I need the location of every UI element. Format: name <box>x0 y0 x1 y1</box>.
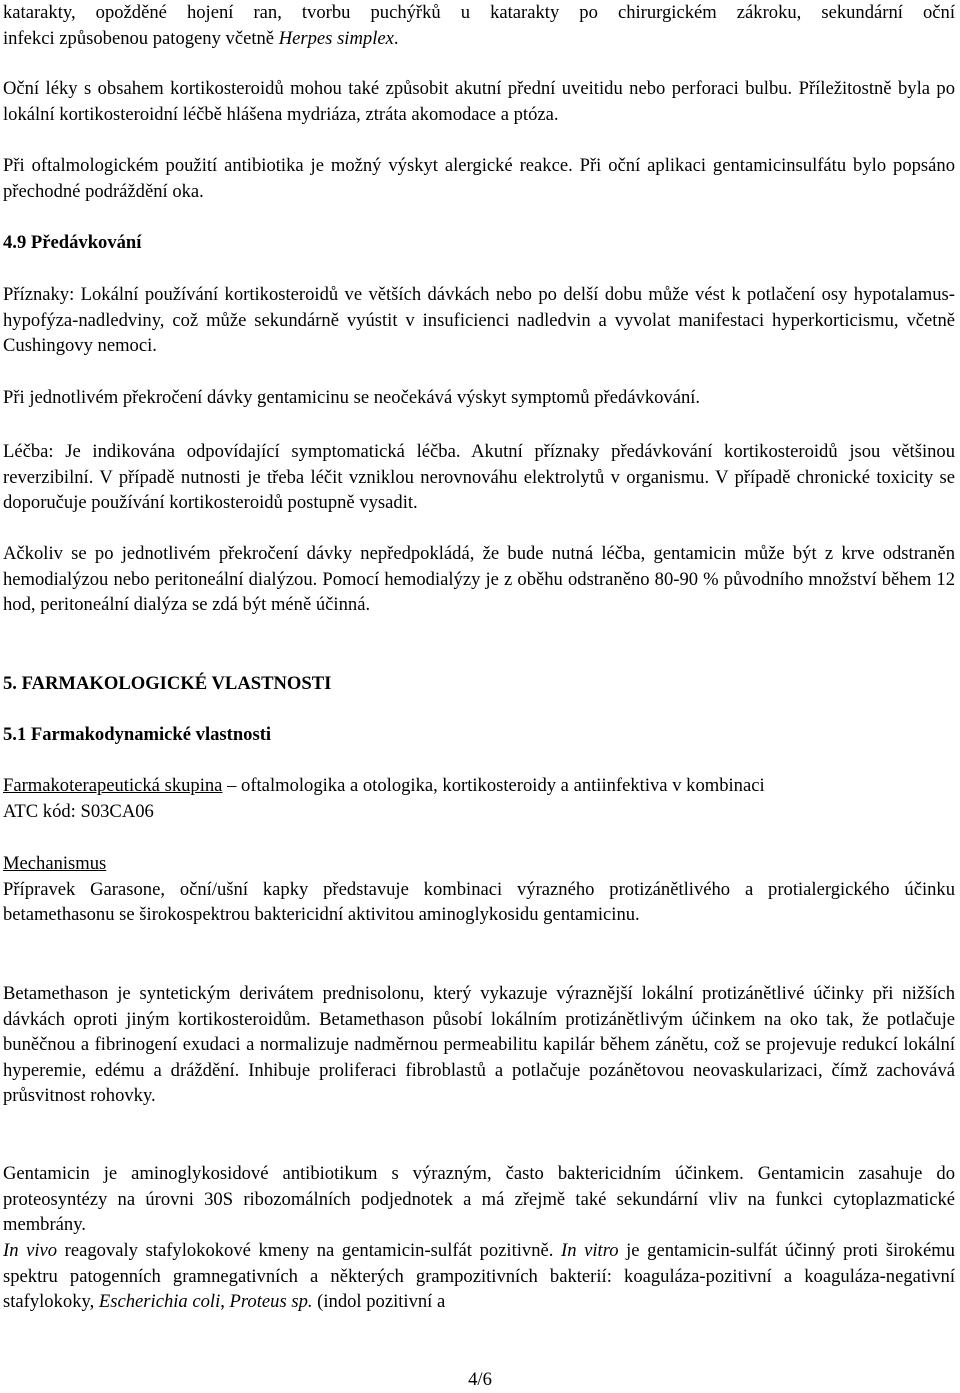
page-number: 4/6 <box>468 1369 492 1390</box>
paragraph-text: Betamethason je syntetickým derivátem prednisolonu, který vykazuje výraznější lokální protizánětlivé účinky při nižších dávkách oproti jiným kortikosteroidům. Betamethason působí lokálním protizánětlivým účinkem na oko tak, že potlačuje buněčnou a fibrinogení exudaci a normalizuje nadměrnou permeabilitu kapilár během zánětu, což se projevuje redukcí lokální hyperemie, edému a dráždění. Inhibuje proliferaci fibroblastů a potlačuje pozánětovou neovaskularizaci, čímž zachovává průsvitnost rohovky. <box>3 983 955 1106</box>
section-heading-pharmacodynamic <box>3 722 955 748</box>
paragraph-text: Oční léky s obsahem kortikosteroidů mohou také způsobit akutní přední uveitidu nebo perforaci bulbu. Příležitostně byla po lokální kortikosteroidní léčbě hlášena mydriáza, ztráta akomodace a ptóza. <box>3 78 955 125</box>
italic-text: Proteus sp. <box>229 1291 313 1312</box>
paragraph-dialysis <box>3 541 955 618</box>
italic-text: In vivo <box>3 1240 58 1261</box>
text: reagovaly stafylokokové kmeny na gentamicin-sulfát pozitivně. <box>57 1240 562 1261</box>
underlined-label: Farmakoterapeutická skupina <box>3 775 223 796</box>
heading-text: 5. FARMAKOLOGICKÉ VLASTNOSTI <box>3 673 332 694</box>
italic-text: In vitro <box>561 1240 619 1261</box>
paragraph-treatment <box>3 439 955 516</box>
underlined-label: Mechanismus <box>3 853 107 874</box>
paragraph-allergic-reaction <box>3 153 955 204</box>
paragraph-text: Příznaky: Lokální používání kortikosteroidů ve větších dávkách nebo po delší dobu může vést k potlačení osy hypotalamus-hypofýza-nadledviny, což může sekundárně vyústit v insuficienci nadledvin a vyvolat manifestaci hyperkorticismu, včetně Cushingovy nemoci. <box>3 284 955 356</box>
section-heading-pharmacological <box>3 671 955 697</box>
paragraph-betamethasone <box>3 981 955 1109</box>
paragraph-text: Při jednotlivém překročení dávky gentamicinu se neočekává výskyt symptomů předávkování. <box>3 387 701 408</box>
paragraph-in-vivo <box>3 1238 955 1315</box>
paragraph-text: Ačkoliv se po jednotlivém překročení dávky nepředpokládá, že bude nutná léčba, gentamicin může být z krve odstraněn hemodialýzou nebo peritoneální dialýzou. Pomocí hemodialýzy je z oběhu odstraněno 80-90 % původního množství během 12 hod, peritoneální dialýza se zdá být méně účinná. <box>3 543 955 615</box>
atc-code: ATC kód: S03CA06 <box>3 800 154 822</box>
paragraph-single-overdose <box>3 385 955 411</box>
italic-text: Escherichia coli <box>98 1291 221 1312</box>
text: . <box>393 27 399 49</box>
paragraph-side-effects-end <box>3 0 955 51</box>
heading-text: 5.1 Farmakodynamické vlastnosti <box>3 724 272 745</box>
paragraph-text: Přípravek Garasone, oční/ušní kapky představuje kombinaci výrazného protizánětlivého a protialergického účinku betamethasonu se širokospektrou baktericidní aktivitou aminoglykosidu gentamicinu. <box>3 878 955 925</box>
text: je gentamicin-sulfát účinný proti širokému spektru patogenních gramnegativních a některých grampozitivních bakterií: koaguláza-pozitivní a koaguláza-negativní stafylokoky, <box>3 1240 955 1312</box>
text-line: katarakty, opožděné hojení ran, tvorbu puchýřků u katarakty po chirurgickém zákroku, sekundární oční <box>3 2 955 23</box>
text: , <box>220 1291 230 1312</box>
paragraph-text: Léčba: Je indikována odpovídající symptomatická léčba. Akutní příznaky předávkování kortikosteroidů jsou většinou reverzibilní. V případě nutnosti je třeba léčit vzniklou nerovnováhu elektrolytů v organismu. V případě chronické toxicity se doporučuje používání kortikosteroidů postupně vysadit. <box>3 441 955 513</box>
paragraph-eye-corticosteroids <box>3 76 955 127</box>
text: – oftalmologika a otologika, kortikosteroidy a antiinfektiva v kombinaci <box>222 775 765 796</box>
text: infekci způsobenou patogeny včetně <box>3 27 279 49</box>
text: (indol pozitivní a <box>312 1291 446 1312</box>
paragraph-pharmacotherapeutic-group <box>3 773 955 824</box>
section-heading-overdose <box>3 230 955 256</box>
paragraph-symptoms <box>3 282 955 359</box>
heading-text: 4.9 Předávkování <box>3 232 142 253</box>
paragraph-mechanism <box>3 851 955 928</box>
paragraph-text: Při oftalmologickém použití antibiotika je možný výskyt alergické reakce. Při oční aplikaci gentamicinsulfátu bylo popsáno přechodné podráždění oka. <box>3 155 955 202</box>
italic-text: Herpes simplex <box>278 27 394 49</box>
paragraph-text: Gentamicin je aminoglykosidové antibiotikum s výrazným, často baktericidním účinkem. Gentamicin zasahuje do proteosyntézy na úrovni 30S ribozomálních podjednotek a má zřejmě také sekundární vliv na funkci cytoplazmatické membrány. <box>3 1163 955 1235</box>
paragraph-gentamicin <box>3 1161 955 1238</box>
